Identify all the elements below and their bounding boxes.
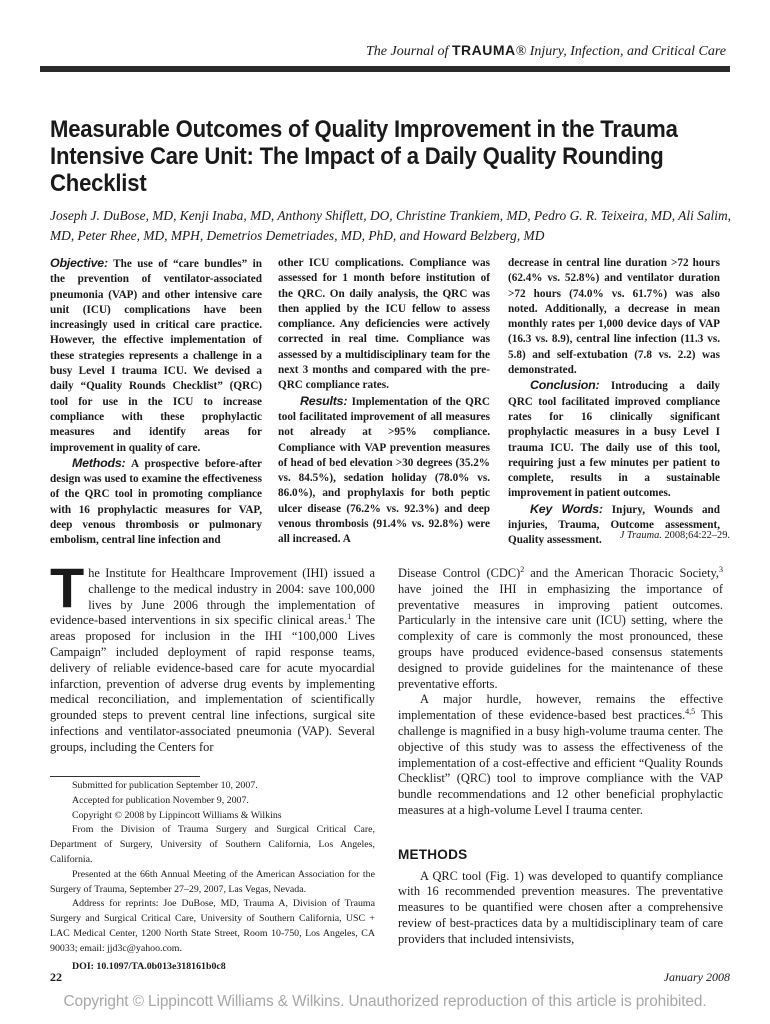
abstract-keywords	[508, 502, 720, 549]
abstract-conclusion-text: Introducing a daily QRC tool facilitated improved compliance rates for 16 clinically significant prophylactic measures in a busy Level I trauma ICU. The daily use of this tool, requiring just a few minutes per patient to complete, results in a sustainable improvement in patient outcomes.	[508, 380, 720, 500]
section-heading-methods: METHODS	[398, 846, 468, 862]
abstract-objective-label: Objective:	[50, 256, 108, 270]
journal-header	[366, 42, 726, 60]
footnote-reprints: Address for reprints: Joe DuBose, MD, Trauma A, Division of Trauma Surgery and Surgical Critical Care, University of Southern California, USC + LAC Medical Center, 1200 North State Street, Room 10-750, Los Angeles, CA 90033; email: jjd3c@yahoo.com.	[50, 898, 375, 954]
abstract-methods-label: Methods:	[72, 455, 126, 470]
body-column-2	[398, 566, 723, 948]
footnote-presented: Presented at the 66th Annual Meeting of the American Association for the Surgery of Trauma, September 27–29, 2007, Las Vegas, Nevada.	[50, 868, 375, 895]
issue-date: January 2008	[663, 970, 730, 984]
intro-text-d: have joined the IHI in emphasizing the importance of preventative measures in improving patient outcomes. Particularly in the intensive care unit (ICU) setting, where the complexity of care is commonly the most pronounced, these groups have produced evidence-based consensus statements designed to provide guidelines for the maintenance of these preventative efforts.	[398, 581, 723, 691]
ref-2: 2	[520, 564, 525, 574]
ref-4-5: 4,5	[685, 707, 696, 717]
abstract-methods	[50, 456, 262, 549]
intro-paragraph-cont	[398, 566, 723, 692]
footnote-rule	[50, 776, 200, 777]
footnote-doi: DOI: 10.1097/TA.0b013e318161b0c8	[72, 960, 226, 972]
ref-1: 1	[347, 612, 352, 622]
citation-journal: J Trauma.	[619, 530, 662, 541]
abstract-results-cont	[508, 256, 720, 378]
footnote-affiliation: From the Division of Trauma Surgery and Surgical Critical Care, Department of Surgery, University of Southern California, Los Angeles, California.	[50, 824, 375, 865]
abstract-results-cont-text: decrease in central line duration >72 hours (62.4% vs. 52.8%) and ventilator duration >72 hours (74.0% vs. 61.7%) was also noted. Additionally, a decrease in mean monthly rates per 1,000 device days of VAP (16.3 vs. 8.9), central line infection (11.3 vs. 5.8) and self-extubation (7.8 vs. 2.2) was demonstrated.	[508, 257, 720, 377]
journal-prefix: The Journal of	[366, 44, 449, 59]
journal-brand: TRAUMA	[451, 42, 516, 58]
journal-suffix: ® Injury, Infection, and Critical Care	[515, 44, 726, 59]
methods-text: A QRC tool (Fig. 1) was developed to quantify compliance with 16 recommended prevention measures. The preventative measures to be quantified were chosen after a comprehensive review of best-practices data by a multidisciplinary team of care providers that included intensivists,	[398, 868, 723, 946]
abstract-objective-text: The use of “care bundles” in the prevention of ventilator-associated pneumonia (VAP) and other intensive care unit (ICU) complications have been increasingly used in critical care practice. However, the effective implementation of these strategies represents a challenge in a busy Level I trauma ICU. We devised a daily “Quality Rounds Checklist” (QRC) tool for use in the ICU to increase compliance with these prophylactic measures and identify areas for improvement in quality of care.	[50, 258, 262, 454]
abstract-methods-text: A prospective before-after design was used to examine the effectiveness of the QRC tool in promoting compliance with 16 prophylactic measures for VAP, deep venous thrombosis or pulmonary embolism, central line infection and	[50, 457, 262, 547]
intro-text-a: he Institute for Healthcare Improvement (IHI) issued a challenge to the medical industry in 2004: save 100,000 lives by June 2006 through the implementation of evidence-based interventions in six specific clinical areas.	[50, 566, 375, 628]
ref-3: 3	[719, 564, 723, 574]
footnote-copyright: Copyright © 2008 by Lippincott Williams & Wilkins	[72, 809, 282, 821]
journal-citation	[620, 530, 730, 541]
footnote-submitted: Submitted for publication September 10, 2007.	[72, 780, 258, 791]
drop-cap: T	[50, 556, 85, 619]
objective-text-b: This challenge is magnified in a busy high-volume trauma center. The objective of this study was to assess the effectiveness of the implementation of a cost-effective and efficient “Quality Rounds Checklist” (QRC) tool to improve compliance with the VAP bundle recommendations and 12 other beneficial prophylactic measures at a high-volume Level I trauma center.	[398, 708, 723, 817]
abstract-objective	[50, 256, 262, 456]
objective-paragraph	[398, 692, 723, 818]
header-rule	[40, 66, 730, 72]
abstract-results-text: Implementation of the QRC tool facilitated improvement of all measures not already at >95% compliance. Compliance with VAP prevention measures of head of bed elevation >30 degrees (35.2% vs. 84.5%), sedation holiday (78.0% vs. 86.0%), and prophylaxis for both peptic ulcer disease (76.2% vs. 92.3%) and deep venous thrombosis (91.4% vs. 92.8%) were all increased. A	[278, 395, 490, 546]
abstract-methods-cont	[278, 256, 490, 394]
page-number: 22	[50, 970, 62, 984]
copyright-notice: Copyright © Lippincott Williams & Wilkins. Unauthorized reproduction of this article is prohibited.	[63, 993, 707, 1010]
abstract-column-2	[278, 256, 490, 548]
abstract-column-1	[50, 256, 262, 549]
author-list: Joseph J. DuBose, MD, Kenji Inaba, MD, Anthony Shiflett, DO, Christine Trankiem, MD, Pedro G. R. Teixeira, MD, Ali Salim, MD, Peter Rhee, MD, MPH, Demetrios Demetriades, MD, PhD, and Howard Belzberg, MD	[50, 208, 731, 243]
abstract-results	[278, 394, 490, 548]
intro-paragraph	[50, 556, 375, 756]
footnote-accepted: Accepted for publication November 9, 2007.	[72, 794, 249, 806]
abstract-conclusion-label: Conclusion:	[530, 378, 600, 393]
intro-text-b: The areas proposed for inclusion in the IHI “100,000 Lives Campaign” included deployment of rapid response teams, delivery of reliable evidence-based care for acute myocardial infarction, prevention of adverse drug events by implementing medical reconciliation, and implementation of scientifically grounded steps to prevent central line infections, surgical site infections and ventilator-associated pneumonia (VAP). Several groups, including the Centers for	[50, 613, 375, 754]
abstract-keywords-label: Key Words:	[530, 501, 603, 516]
intro-text-c: and the American Thoracic Society,	[524, 566, 719, 580]
intro-text-b-cont: Disease Control (CDC)	[398, 566, 521, 580]
article-title: Measurable Outcomes of Quality Improvement in the Trauma Intensive Care Unit: The Impact of a Daily Quality Rounding Checklist	[50, 116, 678, 197]
body-column-1	[50, 556, 375, 756]
footnotes	[50, 779, 375, 974]
abstract-column-3	[508, 256, 720, 549]
abstract-results-label: Results:	[300, 393, 348, 408]
abstract-conclusion	[508, 378, 720, 501]
abstract-keywords-text: Injury, Wounds and injuries, Trauma, Outcome assessment, Quality assessment.	[508, 503, 720, 547]
objective-text-a: A major hurdle, however, remains the effective implementation of these evidence-based best practices.	[398, 692, 723, 723]
citation-ref: 2008;64:22–29.	[661, 530, 730, 541]
abstract-methods-cont-text: other ICU complications. Compliance was assessed for 1 month before institution of the QRC. On daily analysis, the QRC was then applied by the ICU fellow to assess compliance. Any deficiencies were actively corrected in real time. Compliance was assessed by a multidisciplinary team for the next 3 months and compared with the pre-QRC compliance rates.	[278, 257, 490, 392]
methods-paragraph	[398, 869, 723, 948]
